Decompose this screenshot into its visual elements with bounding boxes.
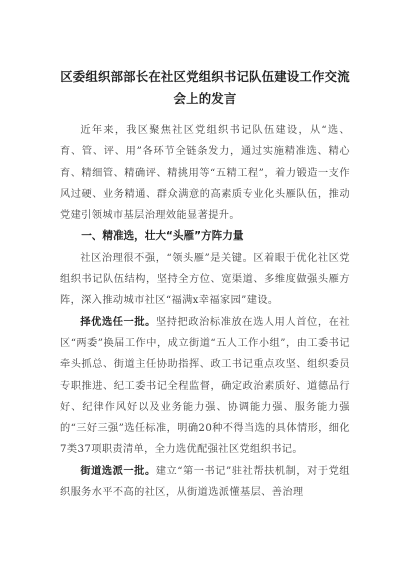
document-title: 区委组织部部长在社区党组织书记队伍建设工作交流会上的发言	[60, 69, 350, 106]
item-2-lead: 街道选派一批。	[80, 465, 156, 477]
item-1-text: 坚持把政治标准放在选人用人首位，在社区“两委”换届工作中，成立街道“五人工作小组”，由工委书记牵头抓总、街道主任协助指挥、政工书记重点攻坚、组织委员专职推进、纪工委书记全程监督，确定政治素质好、道德品行好、纪律作风好以及业务能力强、协调能力强、服务能力强的“三好三强”选任标准，明确20种不得当选的具体情形，细化7类37项职责清单，全力选优配强社区党组织书记。	[60, 316, 350, 456]
section-heading-1: 一、精准选，壮大“头雁”方阵力量	[81, 230, 244, 243]
item-2-paragraph	[60, 461, 350, 504]
item-1-paragraph	[60, 312, 350, 461]
item-2-text: 建立“第一书记”驻社帮扶机制，对于党组织服务水平不高的社区，从街道选派懂基层、善治理	[60, 465, 350, 499]
section-1-paragraph: 社区治理很不强，“领头雁”是关键。区着眼于优化社区党组织书记队伍结构，坚持全方位、宽渠道、多维度做强头雁方阵，深入推动城市社区“福满x幸福家园”建设。	[60, 252, 350, 307]
intro-paragraph: 近年来，我区聚焦社区党组织书记队伍建设，从“选、育、管、评、用”各环节全链条发力，通过实施精准选、精心育、精细管、精确评、精挑用等“五精工程”，着力锻造一支作风过硬、业务精通、群众满意的高素质专业化头雁队伍，推动党建引领城市基层治理效能显著提升。	[60, 125, 350, 222]
item-1-lead: 择优选任一批。	[80, 316, 156, 328]
